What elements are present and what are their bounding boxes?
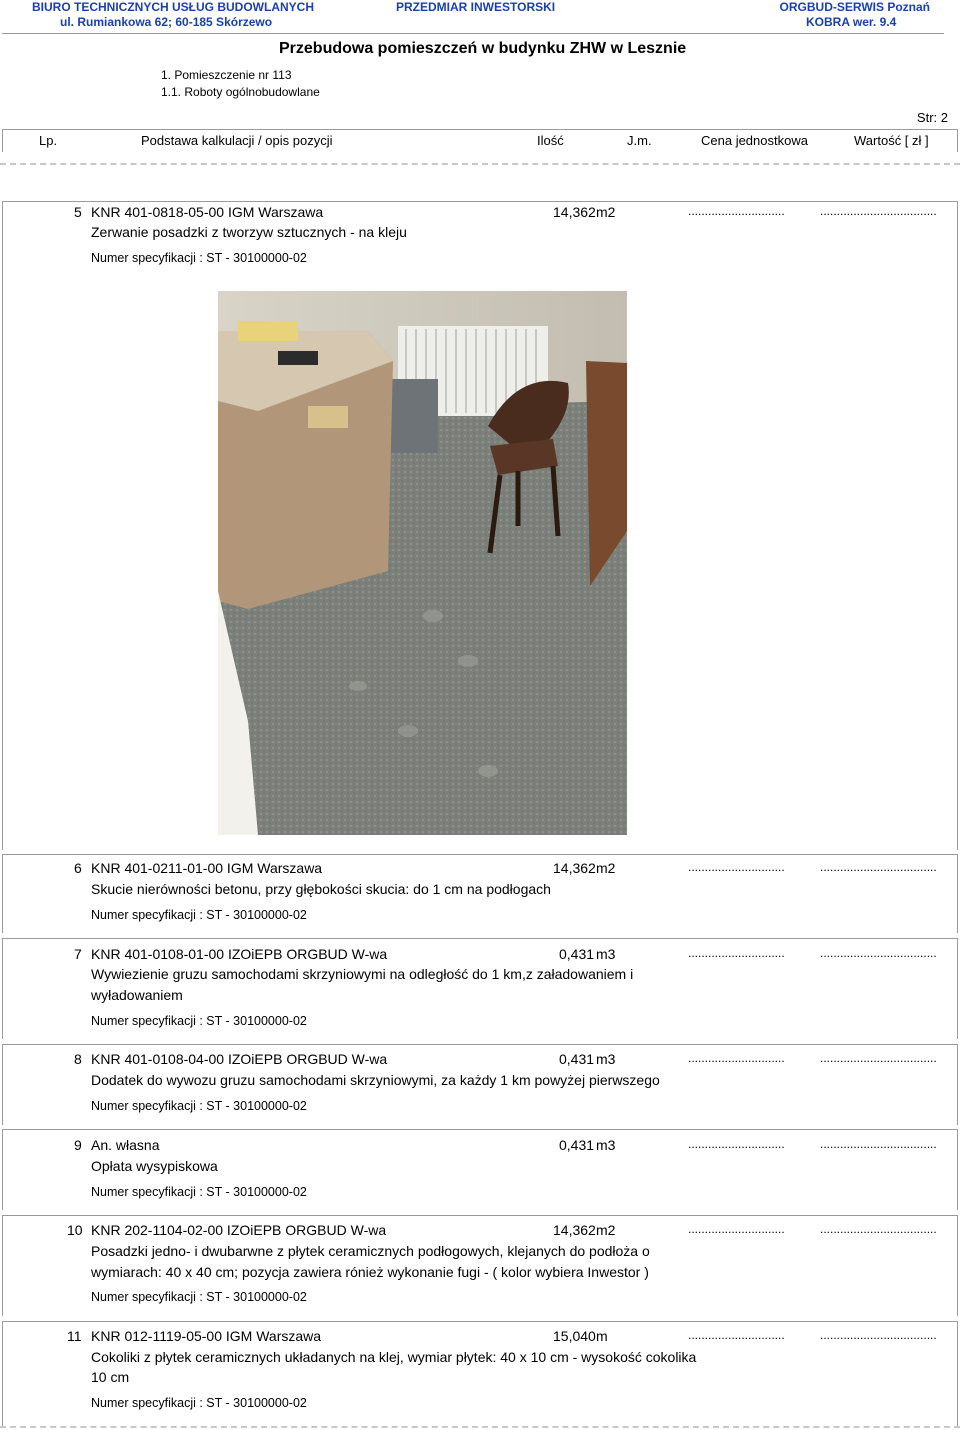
item-qty: 14,362 (553, 1222, 596, 1238)
value-placeholder: ................................... (820, 1137, 937, 1151)
room-photo (218, 291, 627, 835)
col-unit: J.m. (627, 133, 652, 148)
item-lp: 5 (74, 204, 82, 220)
company-name: BIURO TECHNICZNYCH USŁUG BUDOWLANYCH (32, 0, 314, 14)
col-lp: Lp. (39, 133, 58, 148)
item-description: Posadzki jedno- i dwubarwne z płytek ceramicznych podłogowych, klejanych do podłoża o (91, 1243, 650, 1259)
software-version: KOBRA wer. 9.4 (806, 15, 897, 29)
item-description-cont: 10 cm (91, 1369, 130, 1385)
item-unit: m (596, 1328, 608, 1344)
value-placeholder: ................................... (820, 1051, 937, 1065)
software-company: ORGBUD-SERWIS Poznań (779, 0, 930, 14)
spec-number: Numer specyfikacji : ST - 30100000-02 (91, 251, 307, 265)
value-placeholder: ................................... (820, 860, 937, 874)
unit-price-placeholder: ............................. (688, 946, 785, 960)
col-qty: Ilość (537, 133, 564, 148)
item-basis: KNR 401-0108-01-00 IZOiEPB ORGBUD W-wa (91, 946, 388, 962)
item-basis: An. własna (91, 1137, 160, 1153)
value-placeholder: ................................... (820, 946, 937, 960)
item-qty: 15,040 (553, 1328, 596, 1344)
item-lp: 10 (67, 1222, 83, 1238)
item-qty: 14,362 (553, 204, 596, 220)
spec-number: Numer specyfikacji : ST - 30100000-02 (91, 1290, 307, 1304)
item-unit: m2 (596, 1222, 616, 1238)
col-unit-price: Cena jednostkowa (701, 133, 808, 148)
item-description: Wywiezienie gruzu samochodami skrzyniowymi na odległość do 1 km,z załadowaniem i (91, 966, 634, 982)
item-description: Dodatek do wywozu gruzu samochodami skrzyniowymi, za każdy 1 km powyżej pierwszego (91, 1072, 660, 1088)
section-heading: 1. Pomieszczenie nr 113 (161, 68, 292, 82)
item-description: Cokoliki z płytek ceramicznych układanych na klej, wymiar płytek: 40 x 10 cm - wysokość cokolika (91, 1349, 697, 1365)
item-basis: KNR 401-0108-04-00 IZOiEPB ORGBUD W-wa (91, 1051, 388, 1067)
item-qty: 0,431 (559, 946, 595, 962)
item-unit: m3 (596, 1137, 616, 1153)
project-title: Przebudowa pomieszczeń w budynku ZHW w Lesznie (279, 40, 687, 57)
item-lp: 8 (74, 1051, 82, 1067)
unit-price-placeholder: ............................. (688, 1051, 785, 1065)
footer-dashed-rule (0, 1426, 960, 1428)
col-basis: Podstawa kalkulacji / opis pozycji (141, 133, 333, 148)
item-description-cont: wyładowaniem (91, 987, 183, 1003)
item-lp: 9 (74, 1137, 82, 1153)
unit-price-placeholder: ............................. (688, 204, 785, 218)
spec-number: Numer specyfikacji : ST - 30100000-02 (91, 1099, 307, 1113)
item-unit: m2 (596, 204, 616, 220)
item-description-cont: wymiarach: 40 x 40 cm; pozycja zawiera rónież wykonanie fugi - ( kolor wybiera Inwestor ) (91, 1264, 649, 1280)
page-number: Str: 2 (916, 110, 948, 125)
header-dashed-rule (0, 163, 960, 165)
item-lp: 6 (74, 860, 82, 876)
item-qty: 0,431 (559, 1051, 595, 1067)
item-basis: KNR 401-0818-05-00 IGM Warszawa (91, 204, 324, 220)
spec-number: Numer specyfikacji : ST - 30100000-02 (91, 908, 307, 922)
item-basis: KNR 401-0211-01-00 IGM Warszawa (91, 860, 323, 876)
item-lp: 7 (74, 946, 82, 962)
item-unit: m2 (596, 860, 616, 876)
spec-number: Numer specyfikacji : ST - 30100000-02 (91, 1185, 307, 1199)
spec-number: Numer specyfikacji : ST - 30100000-02 (91, 1396, 307, 1410)
value-placeholder: ................................... (820, 1328, 937, 1342)
item-unit: m3 (596, 1051, 616, 1067)
value-placeholder: ................................... (820, 204, 937, 218)
item-description: Zerwanie posadzki z tworzyw sztucznych - na kleju (91, 224, 407, 240)
item-qty: 14,362 (553, 860, 596, 876)
item-description: Skucie nierówności betonu, przy głębokości skucia: do 1 cm na podłogach (91, 881, 551, 897)
document-type: PRZEDMIAR INWESTORSKI (396, 0, 556, 14)
company-address: ul. Rumiankowa 62; 60-185 Skórzewo (60, 15, 273, 29)
unit-price-placeholder: ............................. (688, 860, 785, 874)
unit-price-placeholder: ............................. (688, 1328, 785, 1342)
spec-number: Numer specyfikacji : ST - 30100000-02 (91, 1014, 307, 1028)
item-unit: m3 (596, 946, 616, 962)
item-lp: 11 (67, 1328, 82, 1344)
header-rule (2, 33, 944, 34)
subsection-heading: 1.1. Roboty ogólnobudowlane (161, 85, 320, 99)
item-description: Opłata wysypiskowa (91, 1158, 218, 1174)
value-placeholder: ................................... (820, 1222, 937, 1236)
item-basis: KNR 012-1119-05-00 IGM Warszawa (91, 1328, 322, 1344)
col-value: Wartość [ zł ] (854, 133, 929, 148)
item-qty: 0,431 (559, 1137, 595, 1153)
unit-price-placeholder: ............................. (688, 1137, 785, 1151)
item-basis: KNR 202-1104-02-00 IZOiEPB ORGBUD W-wa (91, 1222, 387, 1238)
unit-price-placeholder: ............................. (688, 1222, 785, 1236)
